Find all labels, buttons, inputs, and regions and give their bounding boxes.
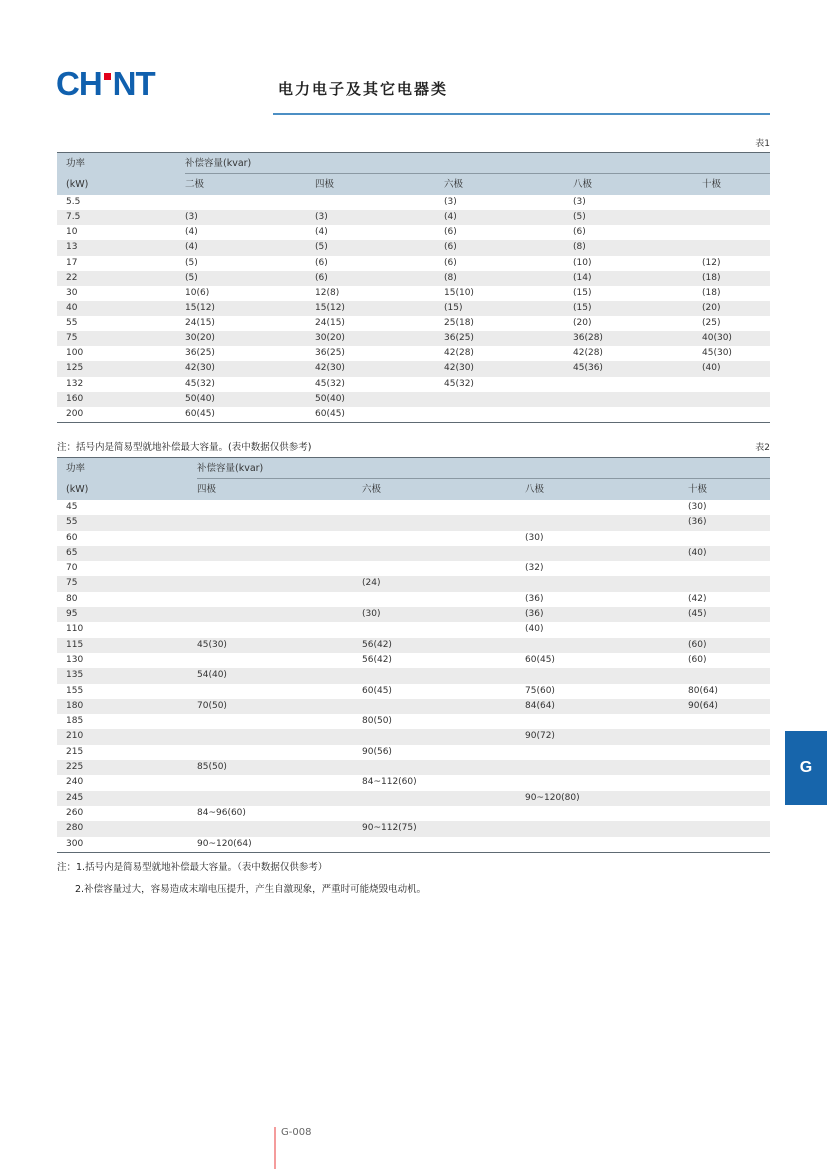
power-cell: 300 — [66, 838, 84, 849]
capacity-value-cell: 60(45) — [362, 685, 392, 696]
power-cell: 180 — [66, 700, 84, 711]
capacity-value-cell — [688, 760, 770, 775]
table2-note-2: 2.补偿容量过大，容易造成末端电压提升，产生自激现象，严重时可能烧毁电动机。 — [75, 884, 427, 895]
capacity-value-cell: (4) — [185, 227, 198, 238]
table-row — [57, 837, 770, 852]
capacity-value-cell: (6) — [444, 257, 457, 268]
table1-body — [57, 195, 770, 423]
power-header: 功率 — [66, 158, 86, 169]
capacity-value-cell: 80(64) — [688, 685, 718, 696]
capacity-value-cell: (3) — [315, 212, 328, 223]
capacity-value-cell: 60(45) — [315, 408, 345, 419]
capacity-value-cell: 15(10) — [444, 287, 474, 298]
capacity-value-cell: 30(20) — [185, 333, 215, 344]
table-row — [57, 407, 770, 422]
capacity-value-cell: (32) — [525, 563, 544, 574]
capacity-value-cell: (6) — [444, 227, 457, 238]
capacity-value-cell — [525, 576, 688, 591]
pole-column-header: 四极 — [197, 484, 217, 495]
table-row — [57, 760, 770, 775]
table-row — [57, 607, 770, 622]
power-cell: 75 — [66, 333, 78, 344]
capacity-value-cell: (6) — [444, 242, 457, 253]
table1-label: 表1 — [755, 139, 770, 149]
capacity-value-cell — [362, 699, 525, 714]
power-cell: 60 — [66, 532, 78, 543]
capacity-value-cell — [525, 745, 688, 760]
capacity-value-cell — [362, 729, 525, 744]
power-cell: 125 — [66, 363, 84, 374]
capacity-value-cell: (18) — [702, 287, 721, 298]
table-row — [57, 256, 770, 271]
capacity-value-cell: (15) — [573, 302, 592, 313]
capacity-value-cell: 42(30) — [185, 363, 215, 374]
capacity-value-cell — [197, 515, 362, 530]
capacity-value-cell: 10(6) — [185, 287, 210, 298]
capacity-group-header: 补偿容量(kvar) — [197, 458, 770, 479]
power-cell: 135 — [66, 670, 84, 681]
pole-column-header: 八极 — [525, 484, 545, 495]
power-cell: 155 — [66, 685, 84, 696]
capacity-value-cell — [197, 500, 362, 515]
chint-logo — [56, 65, 155, 102]
table-row — [57, 714, 770, 729]
capacity-value-cell — [197, 592, 362, 607]
power-cell: 65 — [66, 547, 78, 558]
capacity-value-cell: 84~112(60) — [362, 777, 417, 788]
capacity-value-cell: (60) — [688, 654, 707, 665]
capacity-value-cell: 60(45) — [185, 408, 215, 419]
table-row — [57, 622, 770, 637]
power-cell: 30 — [66, 287, 78, 298]
capacity-value-cell — [525, 837, 688, 852]
capacity-value-cell — [525, 821, 688, 836]
table-row — [57, 286, 770, 301]
capacity-value-cell: (20) — [573, 318, 592, 328]
capacity-value-cell — [688, 576, 770, 591]
capacity-value-cell: (24) — [362, 578, 381, 589]
table-row — [57, 668, 770, 683]
table-row — [57, 225, 770, 240]
table-row — [57, 821, 770, 836]
power-cell: 132 — [66, 378, 84, 389]
capacity-value-cell: (40) — [702, 363, 721, 374]
capacity-value-cell — [688, 668, 770, 683]
table-row — [57, 195, 770, 210]
capacity-value-cell — [197, 546, 362, 561]
capacity-group-header: 补偿容量(kvar) — [185, 153, 770, 174]
table-row — [57, 361, 770, 376]
capacity-value-cell: (15) — [573, 287, 592, 298]
capacity-value-cell — [525, 638, 688, 653]
capacity-value-cell: (4) — [185, 242, 198, 253]
capacity-value-cell — [197, 821, 362, 836]
capacity-value-cell — [688, 806, 770, 821]
capacity-value-cell: 24(15) — [185, 318, 215, 328]
table-row — [57, 806, 770, 821]
capacity-value-cell: (3) — [185, 212, 198, 223]
capacity-value-cell: (42) — [688, 593, 707, 604]
capacity-value-cell: (5) — [315, 242, 328, 253]
table-row — [57, 546, 770, 561]
capacity-value-cell: 90~120(64) — [197, 838, 252, 849]
table-row — [57, 638, 770, 653]
capacity-value-cell: (4) — [444, 212, 457, 223]
table-row — [57, 210, 770, 225]
capacity-value-cell: (25) — [702, 318, 721, 328]
capacity-value-cell: 85(50) — [197, 762, 227, 773]
pole-column-header: 十极 — [688, 484, 708, 495]
power-cell: 80 — [66, 593, 78, 604]
table-row — [57, 699, 770, 714]
capacity-value-cell: (12) — [702, 257, 721, 268]
table-row — [57, 316, 770, 331]
capacity-value-cell: 90(56) — [362, 746, 392, 757]
capacity-value-cell — [197, 653, 362, 668]
capacity-value-cell: 36(25) — [315, 348, 345, 359]
capacity-value-cell — [362, 592, 525, 607]
capacity-value-cell: (30) — [525, 532, 544, 543]
table-row — [57, 531, 770, 546]
capacity-value-cell — [573, 407, 702, 422]
table-row — [57, 271, 770, 286]
capacity-value-cell: 25(18) — [444, 318, 474, 328]
capacity-value-cell — [197, 607, 362, 622]
capacity-value-cell: 36(25) — [185, 348, 215, 359]
capacity-value-cell: (10) — [573, 257, 592, 268]
power-cell: 115 — [66, 639, 84, 650]
power-cell: 210 — [66, 731, 84, 742]
pole-column-header: 四极 — [315, 179, 335, 190]
capacity-value-cell: 56(42) — [362, 654, 392, 665]
capacity-value-cell — [702, 377, 770, 392]
power-cell: 55 — [66, 517, 78, 528]
power-cell: 110 — [66, 624, 84, 635]
title-divider — [273, 113, 770, 115]
capacity-value-cell: 90~112(75) — [362, 823, 417, 834]
capacity-value-cell: 70(50) — [197, 700, 227, 711]
capacity-value-cell: 42(30) — [315, 363, 345, 374]
capacity-value-cell — [702, 225, 770, 240]
capacity-value-cell: 45(32) — [185, 378, 215, 389]
capacity-value-cell — [362, 760, 525, 775]
capacity-value-cell: 36(28) — [573, 333, 603, 344]
capacity-value-cell: 84(64) — [525, 700, 555, 711]
capacity-value-cell: (60) — [688, 639, 707, 650]
capacity-value-cell: 15(12) — [315, 302, 345, 313]
capacity-value-cell: (5) — [185, 272, 198, 283]
capacity-value-cell: 56(42) — [362, 639, 392, 650]
pole-column-header: 六极 — [362, 484, 382, 495]
table-row — [57, 684, 770, 699]
capacity-value-cell: 40(30) — [702, 333, 732, 344]
capacity-value-cell: (40) — [688, 547, 707, 558]
capacity-value-cell — [525, 775, 688, 790]
capacity-value-cell: 75(60) — [525, 685, 555, 696]
capacity-value-cell: (5) — [185, 257, 198, 268]
capacity-value-cell — [362, 546, 525, 561]
table2-body — [57, 500, 770, 853]
table-row — [57, 775, 770, 790]
capacity-value-cell — [525, 806, 688, 821]
capacity-value-cell: 80(50) — [362, 716, 392, 727]
power-cell: 215 — [66, 746, 84, 757]
table-row — [57, 392, 770, 407]
capacity-value-cell: 42(28) — [573, 348, 603, 359]
capacity-value-cell — [362, 561, 525, 576]
capacity-value-cell — [688, 745, 770, 760]
section-tab — [785, 731, 827, 805]
capacity-value-cell — [197, 745, 362, 760]
table2-note-1: 注：1.括号内是简易型就地补偿最大容量。（表中数据仅供参考） — [57, 862, 328, 873]
table-row — [57, 515, 770, 530]
capacity-value-cell: (45) — [688, 609, 707, 620]
capacity-value-cell — [197, 775, 362, 790]
table-row — [57, 301, 770, 316]
capacity-value-cell: (3) — [444, 197, 457, 207]
capacity-value-cell — [525, 500, 688, 515]
table1-note: 注：括号内是简易型就地补偿最大容量。(表中数据仅供参考) — [57, 442, 312, 453]
capacity-value-cell — [688, 837, 770, 852]
capacity-value-cell: (15) — [444, 302, 463, 313]
capacity-value-cell: 30(20) — [315, 333, 345, 344]
power-cell: 75 — [66, 578, 78, 589]
power-cell: 22 — [66, 272, 78, 283]
capacity-value-cell — [702, 407, 770, 422]
capacity-value-cell: 45(30) — [197, 639, 227, 650]
capacity-value-cell: 12(8) — [315, 287, 340, 298]
capacity-value-cell: (6) — [315, 272, 328, 283]
table-row — [57, 240, 770, 255]
capacity-value-cell — [688, 821, 770, 836]
capacity-value-cell — [444, 407, 573, 422]
capacity-value-cell: (18) — [702, 272, 721, 283]
capacity-value-cell: (30) — [362, 609, 381, 620]
capacity-value-cell: (30) — [688, 502, 707, 512]
table-row — [57, 592, 770, 607]
capacity-value-cell — [197, 622, 362, 637]
power-header: 功率 — [66, 463, 86, 474]
capacity-value-cell — [444, 392, 573, 407]
table-row — [57, 745, 770, 760]
power-cell: 240 — [66, 777, 84, 788]
table-row — [57, 729, 770, 744]
capacity-value-cell: 54(40) — [197, 670, 227, 681]
capacity-value-cell: 42(30) — [444, 363, 474, 374]
capacity-value-cell — [362, 622, 525, 637]
capacity-value-cell: 84~96(60) — [197, 807, 246, 818]
capacity-value-cell: 45(32) — [315, 378, 345, 389]
capacity-value-cell — [197, 791, 362, 806]
power-cell: 7.5 — [66, 212, 81, 223]
capacity-value-cell: 24(15) — [315, 318, 345, 328]
capacity-value-cell — [688, 714, 770, 729]
capacity-value-cell — [197, 714, 362, 729]
power-unit-header: (kW) — [66, 484, 89, 495]
capacity-value-cell — [197, 561, 362, 576]
capacity-value-cell — [702, 240, 770, 255]
capacity-value-cell: 90(64) — [688, 700, 718, 711]
capacity-value-cell: 36(25) — [444, 333, 474, 344]
table-row — [57, 576, 770, 591]
capacity-value-cell: (4) — [315, 227, 328, 238]
capacity-value-cell — [525, 668, 688, 683]
power-cell: 10 — [66, 227, 78, 238]
capacity-value-cell: (3) — [573, 197, 586, 207]
capacity-value-cell — [185, 195, 315, 210]
logo-red-dot-icon — [104, 73, 111, 80]
power-cell: 100 — [66, 348, 84, 359]
capacity-value-cell — [362, 668, 525, 683]
power-cell: 13 — [66, 242, 78, 253]
capacity-value-cell — [525, 714, 688, 729]
capacity-value-cell: (36) — [688, 517, 707, 528]
capacity-value-cell — [197, 684, 362, 699]
capacity-value-cell: 42(28) — [444, 348, 474, 359]
capacity-value-cell — [573, 377, 702, 392]
page-title: 电力电子及其它电器类 — [278, 80, 449, 98]
pole-column-header: 六极 — [444, 179, 464, 190]
power-cell: 185 — [66, 716, 84, 727]
table-row — [57, 500, 770, 515]
pole-column-header: 八极 — [573, 179, 593, 190]
capacity-value-cell — [315, 195, 444, 210]
power-cell: 45 — [66, 502, 78, 512]
table-row — [57, 346, 770, 361]
power-cell: 225 — [66, 762, 84, 773]
pole-column-header: 十极 — [702, 179, 722, 190]
table2 — [57, 457, 770, 853]
capacity-value-cell: (5) — [573, 212, 586, 223]
capacity-value-cell — [197, 729, 362, 744]
capacity-value-cell — [362, 531, 525, 546]
capacity-value-cell: (8) — [573, 242, 586, 253]
table1 — [57, 152, 770, 423]
power-cell: 260 — [66, 807, 84, 818]
capacity-value-cell — [362, 500, 525, 515]
capacity-value-cell: (8) — [444, 272, 457, 283]
capacity-value-cell — [525, 546, 688, 561]
power-cell: 40 — [66, 302, 78, 313]
capacity-value-cell — [702, 195, 770, 210]
table-row — [57, 561, 770, 576]
power-cell: 280 — [66, 823, 84, 834]
capacity-value-cell — [688, 531, 770, 546]
page-number: G-008 — [281, 1127, 312, 1138]
logo-text-right: NT — [112, 65, 155, 102]
capacity-value-cell: (36) — [525, 609, 544, 620]
section-tab-letter: G — [799, 759, 813, 776]
capacity-value-cell: (14) — [573, 272, 592, 283]
capacity-value-cell: (36) — [525, 593, 544, 604]
capacity-value-cell — [688, 729, 770, 744]
power-cell: 5.5 — [66, 197, 81, 207]
capacity-value-cell: 90(72) — [525, 731, 555, 742]
capacity-value-cell: (6) — [315, 257, 328, 268]
capacity-value-cell — [688, 561, 770, 576]
power-cell: 245 — [66, 792, 84, 803]
footer-accent-line — [274, 1127, 276, 1169]
table-row — [57, 331, 770, 346]
capacity-value-cell: (40) — [525, 624, 544, 635]
capacity-value-cell: 45(36) — [573, 363, 603, 374]
capacity-value-cell — [688, 775, 770, 790]
capacity-value-cell — [362, 806, 525, 821]
table2-header — [57, 457, 770, 500]
table1-header — [57, 152, 770, 195]
pole-column-header: 二极 — [185, 179, 205, 190]
table-row — [57, 377, 770, 392]
capacity-value-cell — [362, 837, 525, 852]
capacity-value-cell: (20) — [702, 302, 721, 313]
capacity-value-cell — [573, 392, 702, 407]
power-cell: 55 — [66, 318, 78, 328]
power-cell: 95 — [66, 609, 78, 620]
capacity-value-cell — [197, 576, 362, 591]
power-cell: 17 — [66, 257, 78, 268]
capacity-value-cell: 90~120(80) — [525, 792, 580, 803]
logo-text-left: CH — [56, 65, 102, 102]
capacity-value-cell — [688, 622, 770, 637]
capacity-value-cell — [702, 210, 770, 225]
capacity-value-cell — [702, 392, 770, 407]
table-row — [57, 791, 770, 806]
power-cell: 130 — [66, 654, 84, 665]
capacity-value-cell — [688, 791, 770, 806]
power-cell: 200 — [66, 408, 84, 419]
table-row — [57, 653, 770, 668]
power-cell: 160 — [66, 393, 84, 404]
capacity-value-cell — [197, 531, 362, 546]
table2-label: 表2 — [755, 443, 770, 453]
power-unit-header: (kW) — [66, 179, 89, 190]
capacity-value-cell: 45(30) — [702, 348, 732, 359]
capacity-value-cell: 45(32) — [444, 378, 474, 389]
capacity-value-cell — [362, 791, 525, 806]
capacity-value-cell — [362, 515, 525, 530]
capacity-value-cell: 60(45) — [525, 654, 555, 665]
capacity-value-cell: (6) — [573, 227, 586, 238]
capacity-value-cell — [525, 515, 688, 530]
capacity-value-cell: 50(40) — [315, 393, 345, 404]
capacity-value-cell: 50(40) — [185, 393, 215, 404]
capacity-value-cell — [525, 760, 688, 775]
power-cell: 70 — [66, 563, 78, 574]
capacity-value-cell: 15(12) — [185, 302, 215, 313]
